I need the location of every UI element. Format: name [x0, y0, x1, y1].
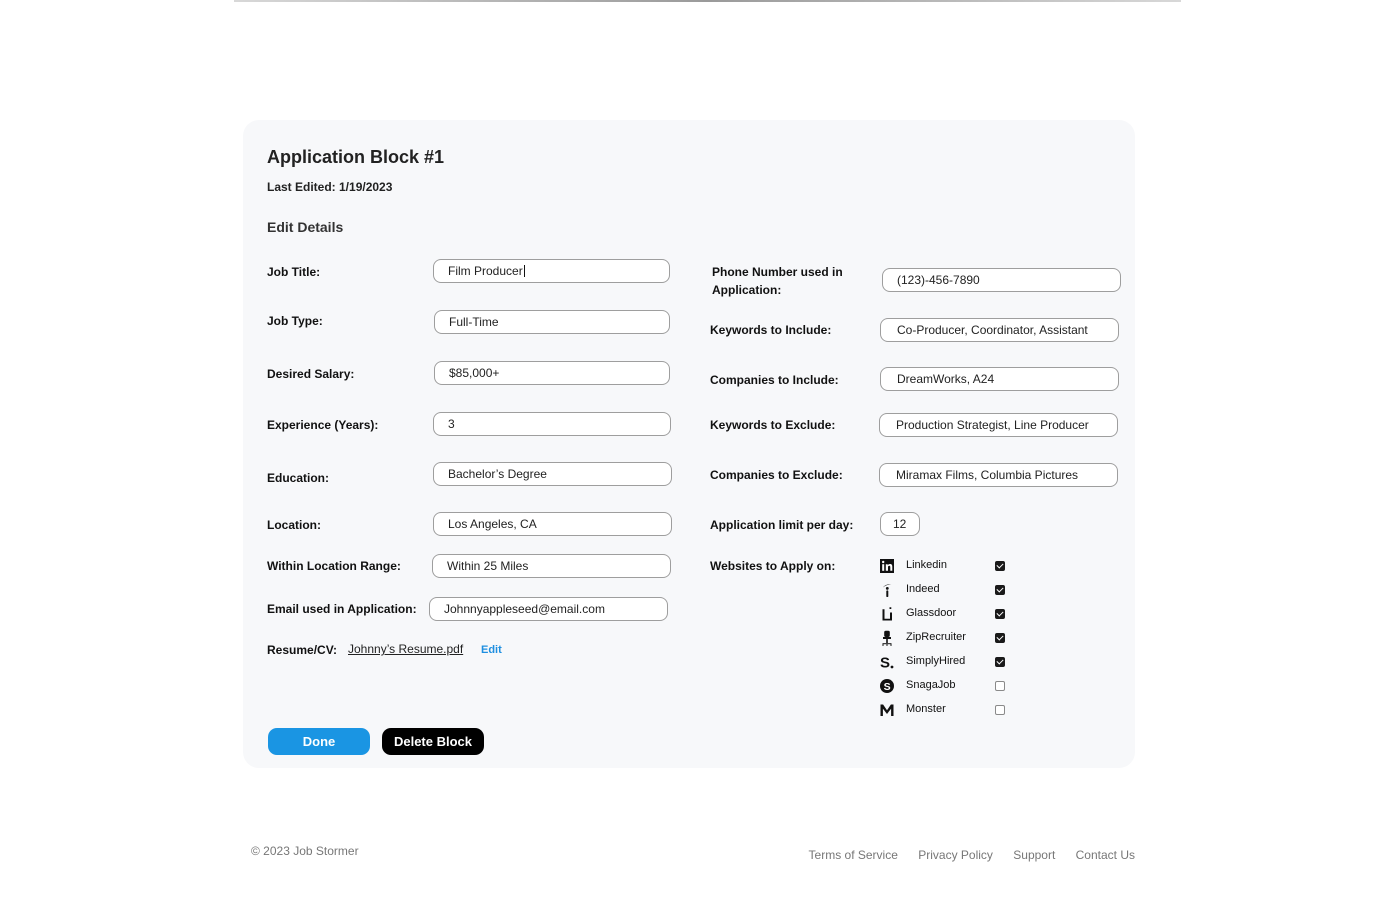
website-item-snagajob	[879, 677, 1009, 695]
footer-links	[792, 848, 1135, 862]
website-checkbox-linkedin[interactable]	[995, 561, 1005, 571]
keywords-exclude-input[interactable]: Production Strategist, Line Producer	[879, 413, 1118, 437]
svg-text:S: S	[880, 654, 891, 670]
website-item-monster	[879, 701, 1009, 719]
footer-link-support[interactable]: Support	[1013, 848, 1056, 862]
education-input[interactable]: Bachelor’s Degree	[433, 462, 672, 486]
website-name: SimplyHired	[906, 655, 966, 667]
website-checkbox-monster[interactable]	[995, 705, 1005, 715]
resume-edit-link[interactable]: Edit	[481, 644, 502, 656]
resume-file-link[interactable]: Johnny’s Resume.pdf	[348, 642, 464, 656]
website-name: Glassdoor	[906, 607, 957, 619]
phone-input[interactable]: (123)-456-7890	[882, 268, 1121, 292]
website-checkbox-snagajob[interactable]	[995, 681, 1005, 691]
website-checkbox-simplyhired[interactable]	[995, 657, 1005, 667]
website-name: ZipRecruiter	[906, 631, 966, 643]
companies-exclude-input[interactable]: Miramax Films, Columbia Pictures	[879, 463, 1118, 487]
website-item-linkedin	[879, 557, 1009, 575]
website-checkbox-indeed[interactable]	[995, 585, 1005, 595]
simplyhired-icon	[879, 654, 895, 670]
delete-block-button[interactable]: Delete Block	[382, 728, 484, 755]
companies-exclude-label: Companies to Exclude:	[710, 468, 843, 482]
app-limit-input[interactable]: 12	[880, 512, 920, 536]
website-item-ziprecruiter	[879, 629, 1009, 647]
location-input[interactable]: Los Angeles, CA	[433, 512, 672, 536]
footer-link-privacy[interactable]: Privacy Policy	[918, 848, 993, 862]
glassdoor-icon	[879, 606, 895, 622]
done-button[interactable]: Done	[268, 728, 370, 755]
experience-label: Experience (Years):	[267, 418, 379, 432]
companies-include-input[interactable]: DreamWorks, A24	[880, 367, 1119, 391]
website-name: Indeed	[906, 583, 940, 595]
website-item-glassdoor	[879, 605, 1009, 623]
education-label: Education:	[267, 471, 329, 485]
keywords-exclude-label: Keywords to Exclude:	[710, 418, 836, 432]
job-type-input[interactable]: Full-Time	[434, 310, 670, 334]
section-title: Edit Details	[267, 219, 344, 235]
websites-label: Websites to Apply on:	[710, 559, 836, 573]
keywords-include-label: Keywords to Include:	[710, 323, 832, 337]
job-type-label: Job Type:	[267, 314, 323, 328]
companies-include-label: Companies to Include:	[710, 373, 839, 387]
resume-label: Resume/CV:	[267, 643, 338, 657]
location-range-label: Within Location Range:	[267, 559, 401, 573]
experience-input[interactable]: 3	[433, 412, 671, 436]
snagajob-icon	[879, 678, 895, 694]
keywords-include-input[interactable]: Co-Producer, Coordinator, Assistant	[880, 318, 1119, 342]
phone-label: Phone Number used in Application:	[712, 265, 843, 297]
website-item-indeed	[879, 581, 1009, 599]
location-range-input[interactable]: Within 25 Miles	[432, 554, 671, 578]
top-divider	[234, 0, 1181, 2]
last-edited-text: Last Edited: 1/19/2023	[267, 180, 393, 194]
indeed-icon	[879, 582, 895, 598]
job-title-value: Film Producer	[448, 264, 523, 278]
text-caret	[524, 265, 525, 277]
app-limit-label: Application limit per day:	[710, 518, 854, 532]
monster-icon	[879, 702, 895, 718]
email-label: Email used in Application:	[267, 602, 417, 616]
footer-link-terms[interactable]: Terms of Service	[808, 848, 898, 862]
linkedin-icon	[879, 558, 895, 574]
footer-copyright: © 2023 Job Stormer	[251, 844, 359, 858]
svg-text:S: S	[883, 681, 891, 693]
website-name: SnagaJob	[906, 679, 956, 691]
job-title-label: Job Title:	[267, 265, 321, 279]
footer-link-contact[interactable]: Contact Us	[1075, 848, 1135, 862]
website-item-simplyhired	[879, 653, 1009, 671]
email-input[interactable]: Johnnyappleseed@email.com	[429, 597, 668, 621]
website-checkbox-glassdoor[interactable]	[995, 609, 1005, 619]
website-checkbox-ziprecruiter[interactable]	[995, 633, 1005, 643]
ziprecruiter-icon	[879, 630, 895, 646]
job-title-input[interactable]	[433, 259, 670, 283]
application-block-card	[243, 120, 1135, 768]
website-name: Linkedin	[906, 559, 947, 571]
website-name: Monster	[906, 703, 946, 715]
desired-salary-input[interactable]: $85,000+	[434, 361, 670, 385]
desired-salary-label: Desired Salary:	[267, 367, 355, 381]
block-title: Application Block #1	[267, 147, 445, 167]
location-label: Location:	[267, 518, 321, 532]
